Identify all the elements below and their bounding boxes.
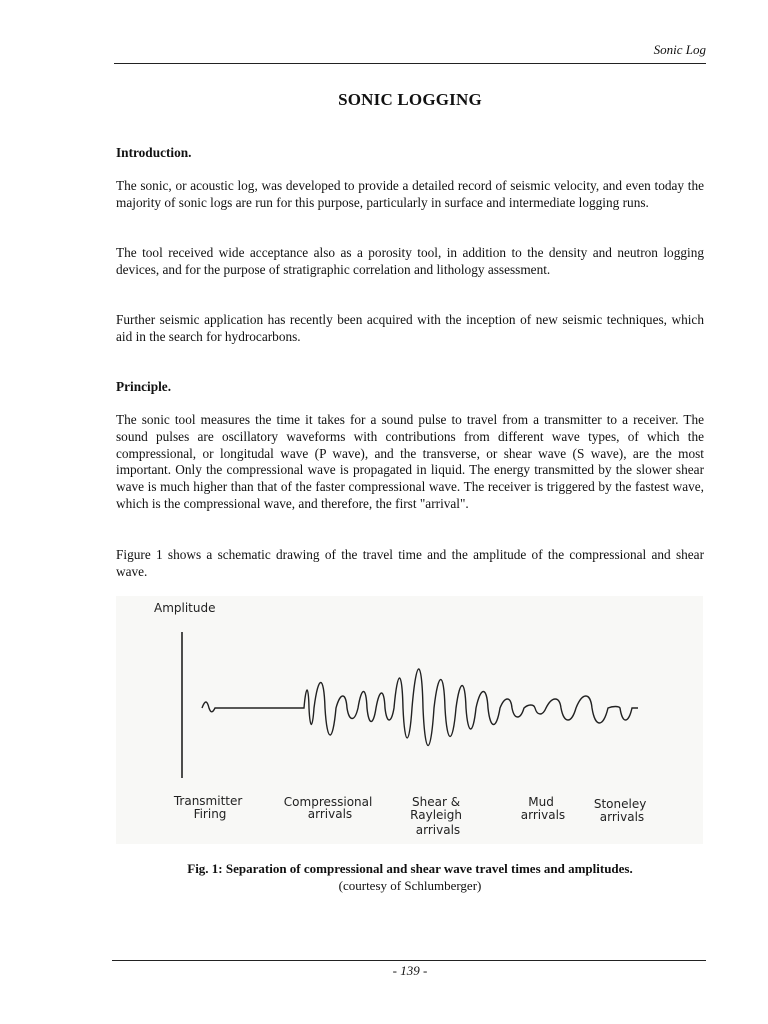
label-transmitter-firing: Transmitter Firing [173, 794, 243, 821]
running-header: Sonic Log [653, 42, 706, 57]
caption-title: Fig. 1: Separation of compressional and shear wave travel times and amplitudes. [187, 861, 633, 876]
label-stoneley-arrivals: Stoneley arrivals [593, 797, 647, 824]
label-compressional-arrivals: Compressional arrivals [283, 795, 373, 821]
figure-caption [114, 860, 706, 894]
footer-rule [112, 960, 706, 961]
paragraph-intro-3: Further seismic application has recently been acquired with the inception of new seismic techniques, which aid in the search for hydrocarbons. [116, 312, 704, 344]
page-title: SONIC LOGGING [338, 90, 482, 109]
section-heading-introduction: Introduction. [116, 145, 192, 160]
paragraph-intro-2: The tool received wide acceptance also as a porosity tool, in addition to the density and neutron logging devices, and for the purpose of stratigraphic correlation and lithology assessment. [116, 245, 704, 277]
paragraph-intro-1: The sonic, or acoustic log, was developed to provide a detailed record of seismic velocity, and even today the majority of sonic logs are run for this purpose, particularly in surface and intermediate logging runs. [116, 178, 704, 210]
waveform-diagram [116, 596, 703, 844]
paragraph-principle-2: Figure 1 shows a schematic drawing of the travel time and the amplitude of the compressional and shear wave. [116, 547, 704, 579]
label-shear-rayleigh-arrivals: Shear & Rayleigh arrivals [410, 795, 462, 837]
header-rule [114, 63, 706, 64]
waveform-figure [116, 596, 703, 844]
paragraph-principle-1: The sonic tool measures the time it takes for a sound pulse to travel from a transmitter to a receiver. The sound pulses are oscillatory waveforms with contributions from different wave types, of which the compressional, or longitudal wave (P wave), and the transverse, or shear wave (S wave), are the most important. Only the compressional wave is propagated in liquid. The energy transmitted by the slower shear wave is much higher than that of the faster compressional wave. The receiver is triggered by the fastest wave, which is the compressional wave, and therefore, the first "arrival". [116, 412, 704, 511]
section-heading-principle: Principle. [116, 379, 172, 394]
amplitude-axis-label: Amplitude [154, 601, 216, 615]
caption-credit: (courtesy of Schlumberger) [338, 878, 482, 893]
label-mud-arrivals: Mud arrivals [520, 795, 566, 822]
page-number: - 139 - [392, 963, 428, 978]
waveform-trace [202, 669, 638, 746]
